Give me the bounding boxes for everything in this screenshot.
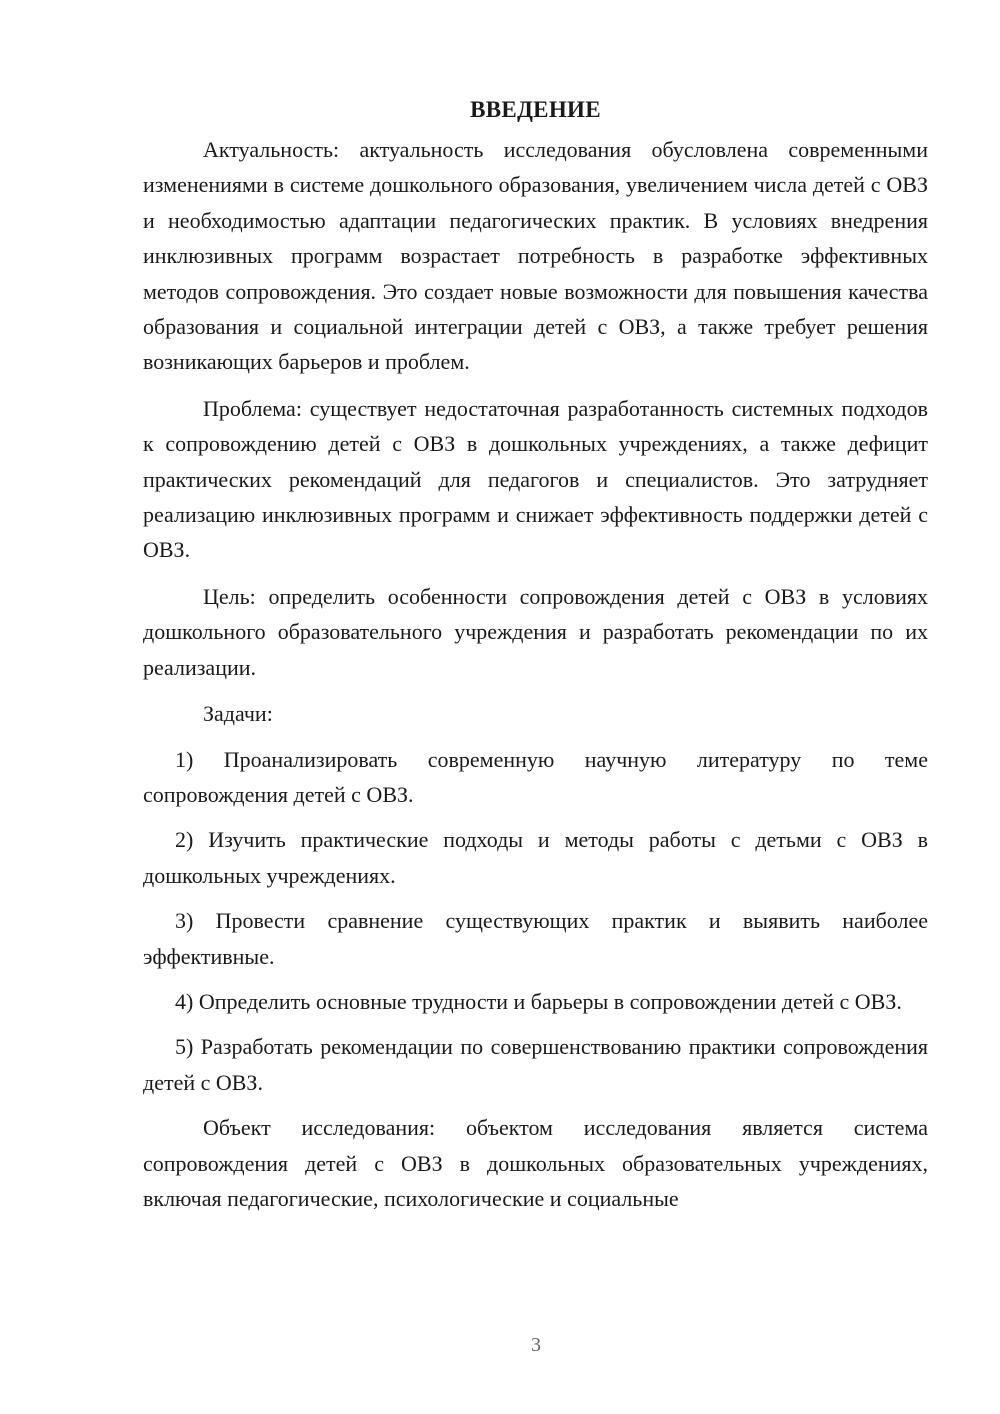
tasks-heading: Задачи: (203, 701, 273, 727)
paragraph-object: Объект исследования: объектом исследования является система сопровождения детей с ОВЗ в дошкольных образовательных учреждениях, включая педагогические, психологические и социальные (143, 1115, 928, 1211)
task-item-1: 1) Проанализировать современную научную литературу по теме сопровождения детей с ОВЗ. (143, 746, 928, 807)
task-item-2: 2) Изучить практические подходы и методы работы с детьми с ОВЗ в дошкольных учреждениях. (143, 827, 928, 888)
paragraph-relevance: Актуальность: актуальность исследования обусловлена современными изменениями в системе дошкольного образования, увеличением числа детей с ОВЗ и необходимостью адаптации педагогических практик. В условиях внедрения инклюзивных программ возрастает потребность в разработке эффективных методов сопровождения. Это создает новые возможности для повышения качества образования и социальной интеграции детей с ОВЗ, а также требует решения возникающих барьеров и проблем. (143, 137, 928, 375)
task-item-3: 3) Провести сравнение существующих практик и выявить наиболее эффективные. (143, 908, 928, 969)
page-number: 3 (531, 1334, 541, 1356)
task-item-5: 5) Разработать рекомендации по совершенствованию практики сопровождения детей с ОВЗ. (143, 1034, 928, 1095)
section-title: ВВЕДЕНИЕ (470, 97, 601, 122)
paragraph-problem: Проблема: существует недостаточная разработанность системных подходов к сопровождению детей с ОВЗ в дошкольных учреждениях, а также дефицит практических рекомендаций для педагогов и специалистов. Это затрудняет реализацию инклюзивных программ и снижает эффективность поддержки детей с ОВЗ. (143, 395, 928, 563)
document-page (143, 92, 928, 1216)
paragraph-goal: Цель: определить особенности сопровождения детей с ОВЗ в условиях дошкольного образовательного учреждения и разработать рекомендации по их реализации. (143, 583, 928, 680)
task-item-4: 4) Определить основные трудности и барьеры в сопровождении детей с ОВЗ. (175, 988, 902, 1014)
